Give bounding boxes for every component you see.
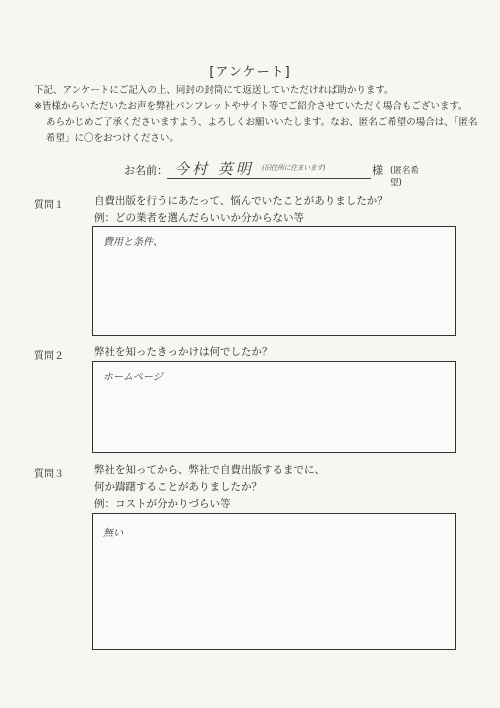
question-1-text: [94, 193, 388, 227]
question-2-label: 質問２: [34, 351, 64, 362]
answer-3-handwritten: 無い: [103, 528, 123, 539]
question-3-line-2: 何か躊躇することがありましたか？: [94, 481, 262, 493]
answer-1-handwritten: 費用と条件、: [103, 237, 163, 248]
answer-box-2[interactable]: [92, 361, 456, 453]
name-label: お名前：: [124, 164, 168, 177]
question-2-text: [94, 344, 273, 361]
question-3-text: [94, 462, 325, 513]
answer-box-1[interactable]: [92, 226, 456, 336]
question-1-label: 質問１: [34, 200, 64, 211]
question-3-line-3: 例：コストが分かりづらい等: [94, 498, 231, 510]
answer-2-handwritten: ホームページ: [103, 372, 163, 383]
name-field[interactable]: [124, 160, 424, 188]
question-1-line-2: 例：どの業者を選んだらいいか分からない等: [94, 212, 304, 224]
anonymous-option[interactable]: (匿名希望): [390, 166, 419, 188]
intro-line-1: 下記、アンケートにご記入の上、同封の封筒にて返送していただければ助かります。: [34, 85, 394, 96]
page-title: [アンケート]: [209, 65, 291, 80]
question-3-line-1: 弊社を知ってから、弊社で自費出版するまでに、: [94, 464, 325, 476]
name-note-handwritten: (旧住所に住まいます): [262, 164, 325, 172]
question-3-label: 質問３: [34, 469, 64, 480]
question-2-line-1: 弊社を知ったきっかけは何でしたか？: [94, 346, 273, 358]
question-1-line-1: 自費出版を行うにあたって、悩んでいたことがありましたか？: [94, 195, 388, 207]
intro-line-3: あらかじめご了承くださいますよう、よろしくお願いいたします。なお、匿名ご希望の場合は、「匿名: [46, 117, 478, 128]
intro-line-2: ※皆様からいただいたお声を弊社パンフレットやサイト等でご紹介させていただく場合もございます。: [34, 101, 468, 112]
intro-line-4: 希望」に〇をおつけください。: [46, 133, 179, 144]
answer-box-3[interactable]: [92, 513, 456, 650]
name-handwritten: 今村 英明: [174, 160, 254, 178]
name-suffix: 様: [372, 164, 383, 177]
